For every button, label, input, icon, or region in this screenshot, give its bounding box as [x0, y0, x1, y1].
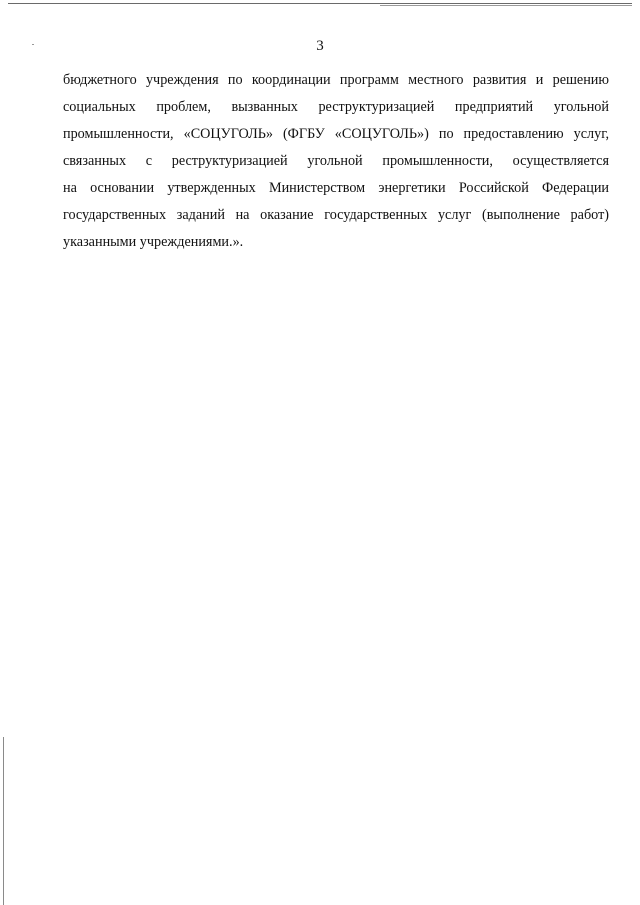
text-line: промышленности, «СОЦУГОЛЬ» (ФГБУ «СОЦУГОЛЬ») по предоставлению услуг,	[63, 126, 609, 142]
text-line: государственных заданий на оказание государственных услуг (выполнение работ)	[63, 207, 609, 223]
text-line: на основании утвержденных Министерством энергетики Российской Федерации	[63, 180, 609, 196]
scan-edge-line-secondary	[380, 5, 632, 6]
scan-left-edge-mark	[3, 737, 4, 905]
scan-edge-line	[8, 3, 632, 4]
text-line: социальных проблем, вызванных реструктуризацией предприятий угольной	[63, 99, 609, 115]
text-line: связанных с реструктуризацией угольной промышленности, осуществляется	[63, 153, 609, 169]
text-line: бюджетного учреждения по координации программ местного развития и решению	[63, 72, 609, 88]
body-paragraph	[63, 67, 609, 256]
page-number: 3	[316, 38, 324, 54]
text-line: указанными учреждениями.».	[63, 234, 244, 250]
